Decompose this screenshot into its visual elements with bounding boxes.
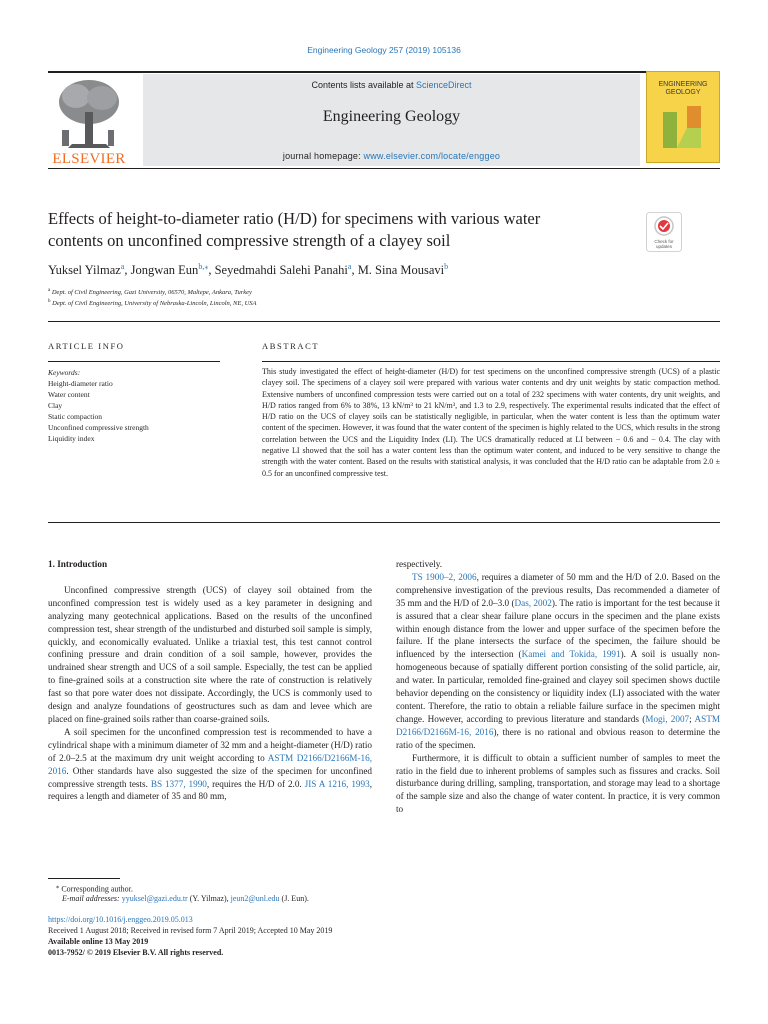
affiliation-a <box>48 288 252 296</box>
info-top-rule <box>48 321 720 322</box>
affil-b-sup: b <box>48 299 51 304</box>
email-link[interactable]: yyuksel@gazi.edu.tr <box>121 894 188 903</box>
email-who: (J. Eun). <box>279 894 309 903</box>
citation-link[interactable]: Kamei and Tokida, 1991 <box>521 649 621 660</box>
citation-link[interactable]: ASTM D2166/D2166M-16, 2016 <box>396 713 720 737</box>
author-affil-sup[interactable]: b <box>444 262 449 271</box>
banner-bottom-rule <box>48 168 720 169</box>
corresponding-author-note <box>56 882 133 894</box>
citation-link[interactable]: Das, 2002 <box>514 597 552 608</box>
email-link[interactable]: jeun2@unl.edu <box>230 894 280 903</box>
left-column <box>48 558 372 803</box>
author-name[interactable]: Yuksel Yilmaz <box>48 263 121 278</box>
article-title <box>48 208 638 252</box>
paragraph: respectively. <box>396 559 443 569</box>
journal-cover[interactable] <box>646 71 720 163</box>
cover-art-icon <box>657 102 711 156</box>
journal-homepage <box>143 151 640 161</box>
text-run: , requires a diameter of 50 mm and the H/D of 2.0. Based on the comprehensive investigation of the previous results, Das recommended a diameter of 35 mm and the H/D of 2.0–3.0 ( <box>396 571 720 608</box>
article-info-heading: ARTICLE INFO <box>48 341 125 351</box>
paragraph: Unconfined compressive strength (UCS) of clayey soil obtained from the unconfined compression test is widely used as a key parameter in designing and analyzing many geotechnical applications. Based on the results of the unconfined compression test, shear strength of the undisturbed and disturbed soil sample is simply, quickly, and economically evaluated. Unlike a triaxial test, this test cannot control confining pressure and drain condition of a soil sample, however, provides the undrained shear strength and UCS of a soil sample. Especially, the test can be applied to fine-grained soils at a construction site where the rate of construction is relatively fast so that pore water does not dissipate. Accordingly, the UCS is commonly used to design and analyze foundations of geostructures such as dam and levee which are placed on fine-grained soils rather than coarse-grained soils. <box>48 584 372 724</box>
right-column <box>396 558 720 816</box>
text-run: A soil specimen for the unconfined compression test is recommended to have a cylindrical shape with a minimum diameter of 32 mm and a height-diameter (H/D) ratio of 2.0–2.5 at the maximum dry unit weight according to <box>48 726 372 763</box>
author-affil-sup[interactable]: a <box>120 262 125 271</box>
article-info-rule <box>48 361 220 362</box>
copyright: 0013-7952/ © 2019 Elsevier B.V. All rights reserved. <box>48 948 224 957</box>
check-for-updates-icon[interactable] <box>646 212 682 252</box>
homepage-prefix: journal homepage: <box>282 151 364 161</box>
text-run: ). The ratio is important for the test because it is assured that a clear shear failure plane occurs in the specimen and the plane exists within enough distance from the lower and upper surface of the specimen before the failure. If the plane intersects the surface of the specimen, the failure should be influenced by the intersection ( <box>396 597 720 660</box>
available-online: Available online 13 May 2019 <box>48 937 149 946</box>
author-name[interactable]: Jongwan Eun <box>130 263 199 278</box>
citation-link[interactable]: TS 1900–2, 2006 <box>412 571 477 582</box>
section-title: 1. Introduction <box>48 559 108 569</box>
affil-a-text: Dept. of Civil Engineering, Gazi University, 06570, Maltepe, Ankara, Turkey <box>51 289 252 297</box>
keyword-item: Clay <box>48 401 63 410</box>
citation-link[interactable]: JIS A 1216, 1993 <box>304 778 370 789</box>
keyword-item: Liquidity index <box>48 434 95 443</box>
email-addresses <box>62 894 309 903</box>
keyword-item: Unconfined compressive strength <box>48 423 149 432</box>
citation-link[interactable]: BS 1377, 1990 <box>150 778 207 789</box>
text-run: ). A soil is usually non-homogeneous because of spatially different portion consisting of the solid particle, air, and water. In particular, remolded fine-grained and clayey soil specimen shows ductile behavior depending on the consistency or liquidity index (LI) associated with the water content. Therefore, the ratio to obtain a reliable failure surface in the specimen might change. However, according to previous literature and standards ( <box>396 649 720 724</box>
keyword-item: Water content <box>48 390 90 399</box>
abstract-heading: ABSTRACT <box>262 341 320 351</box>
affil-a-sup: a <box>48 288 51 293</box>
abstract-bottom-rule <box>48 522 720 523</box>
journal-banner <box>143 74 640 166</box>
email-who: (Y. Yilmaz), <box>187 894 231 903</box>
title-line2: contents on unconfined compressive strength of a clayey soil <box>48 231 451 250</box>
citation-link[interactable]: ASTM D2166/D2166M-16, 2016 <box>48 752 373 776</box>
received-dates: Received 1 August 2018; Received in revised form 7 April 2019; Accepted 10 May 2019 <box>48 926 333 935</box>
author-list: Yuksel Yilmaz$^a$, Jongwan Eun$^{b,⁎}$, Seyedmahdi Salehi Panahi$^a$, M. Sina Mousavi$^b$ <box>48 262 449 278</box>
contents-available <box>143 80 640 90</box>
elsevier-wordmark: ELSEVIER <box>52 151 126 167</box>
footnote-rule <box>48 878 120 879</box>
sciencedirect-link[interactable]: ScienceDirect <box>416 80 472 90</box>
text-run: ; <box>689 713 695 724</box>
title-line1: Effects of height-to-diameter ratio (H/D) for specimens with various water <box>48 209 541 228</box>
paragraph <box>48 726 372 803</box>
article-metadata <box>48 914 332 958</box>
keyword-item: Static compaction <box>48 412 102 421</box>
text-run: ), there is no rational and obvious reason to determine the ratio of the specimen. <box>396 726 720 750</box>
abstract-text: This study investigated the effect of height-diameter (H/D) for test specimens on the unconfined compressive strength (UCS) of a plastic clayey soil. The specimens of a clayey soil were prepared with various water contents and dry unit weights by static compaction method. Extensive numbers of unconfined compression tests were carried out on a total of 232 specimens with water contents, dry unit weights, and H/D ratios ranged from 6% to 38%, 13 kN/m³ to 21 kN/m³, and 1.3 to 2.9, respectively. The experimental results indicated that the effect of H/D ratio on the UCS of clayey soils can be statistically negligible, in particular, when the water content is less than the optimum water content of the specimen. However, it was found that the water content of the specimen is highly related to the UCS, which results in the strong correlation between the UCS and the Liquidity Index (LI). The UCS dramatically reduced at LI between − 0.6 and − 0.4. The clay with negative LI showed that the soil has a water content less than the optimum water content, and induced to be very sensitive to change the strength with the water content. Based on the results with statistical analysis, it was concluded that the H/D ratio can be adaptable from 2.0 ± 0.5 for an unconfined compressive test. <box>262 367 720 478</box>
abstract-rule <box>262 361 720 362</box>
corr-mark: ⁎ <box>56 883 60 890</box>
text-run: , requires a length and diameter of 35 and 80 mm, <box>48 778 373 802</box>
text-run: , requires the H/D of 2.0. <box>206 778 305 789</box>
text-run: . Other standards have also suggested the size of the specimen for unconfined compressive strength tests. <box>48 765 372 789</box>
author-affil-sup[interactable]: b,⁎ <box>198 262 209 271</box>
cover-title-line2: GEOLOGY <box>665 89 701 96</box>
corr-label: Corresponding author. <box>59 884 133 894</box>
paragraph: Furthermore, it is difficult to obtain a sufficient number of samples to meet the ratio in the field due to inherent problems of samples such as fissures and cracks. Soil disturbance during drilling, sampling, transportation, and storage may lead to a shortage of the sample size and also the change of water content. In practice, it is very common to <box>396 752 720 815</box>
journal-name: Engineering Geology <box>322 108 461 125</box>
author-name[interactable]: Seyedmahdi Salehi Panahi <box>214 263 348 278</box>
header-rule <box>48 71 720 73</box>
cover-title <box>647 81 719 97</box>
keywords-list <box>48 378 149 444</box>
journal-citation[interactable]: Engineering Geology 257 (2019) 105136 <box>307 45 461 55</box>
cover-title-line1: ENGINEERING <box>658 81 708 88</box>
badge-line1: Check for <box>654 239 674 244</box>
doi-link[interactable]: https://doi.org/10.1016/j.enggeo.2019.05.013 <box>48 915 193 924</box>
homepage-link[interactable]: www.elsevier.com/locate/enggeo <box>363 151 501 161</box>
keywords-label: Keywords: <box>48 368 81 377</box>
affiliation-b <box>48 299 257 307</box>
author-name[interactable]: M. Sina Mousavi <box>357 263 445 278</box>
email-label: E-mail addresses: <box>62 894 122 903</box>
paragraph <box>396 571 720 752</box>
badge-line2: updates <box>655 244 673 249</box>
keyword-item: Height-diameter ratio <box>48 379 113 388</box>
affil-b-text: Dept. of Civil Engineering, University of Nebraska-Lincoln, Lincoln, NE, USA <box>52 300 257 308</box>
citation-link[interactable]: Mogi, 2007 <box>645 713 690 724</box>
contents-prefix: Contents lists available at <box>311 80 417 90</box>
author-affil-sup[interactable]: a <box>347 262 352 271</box>
